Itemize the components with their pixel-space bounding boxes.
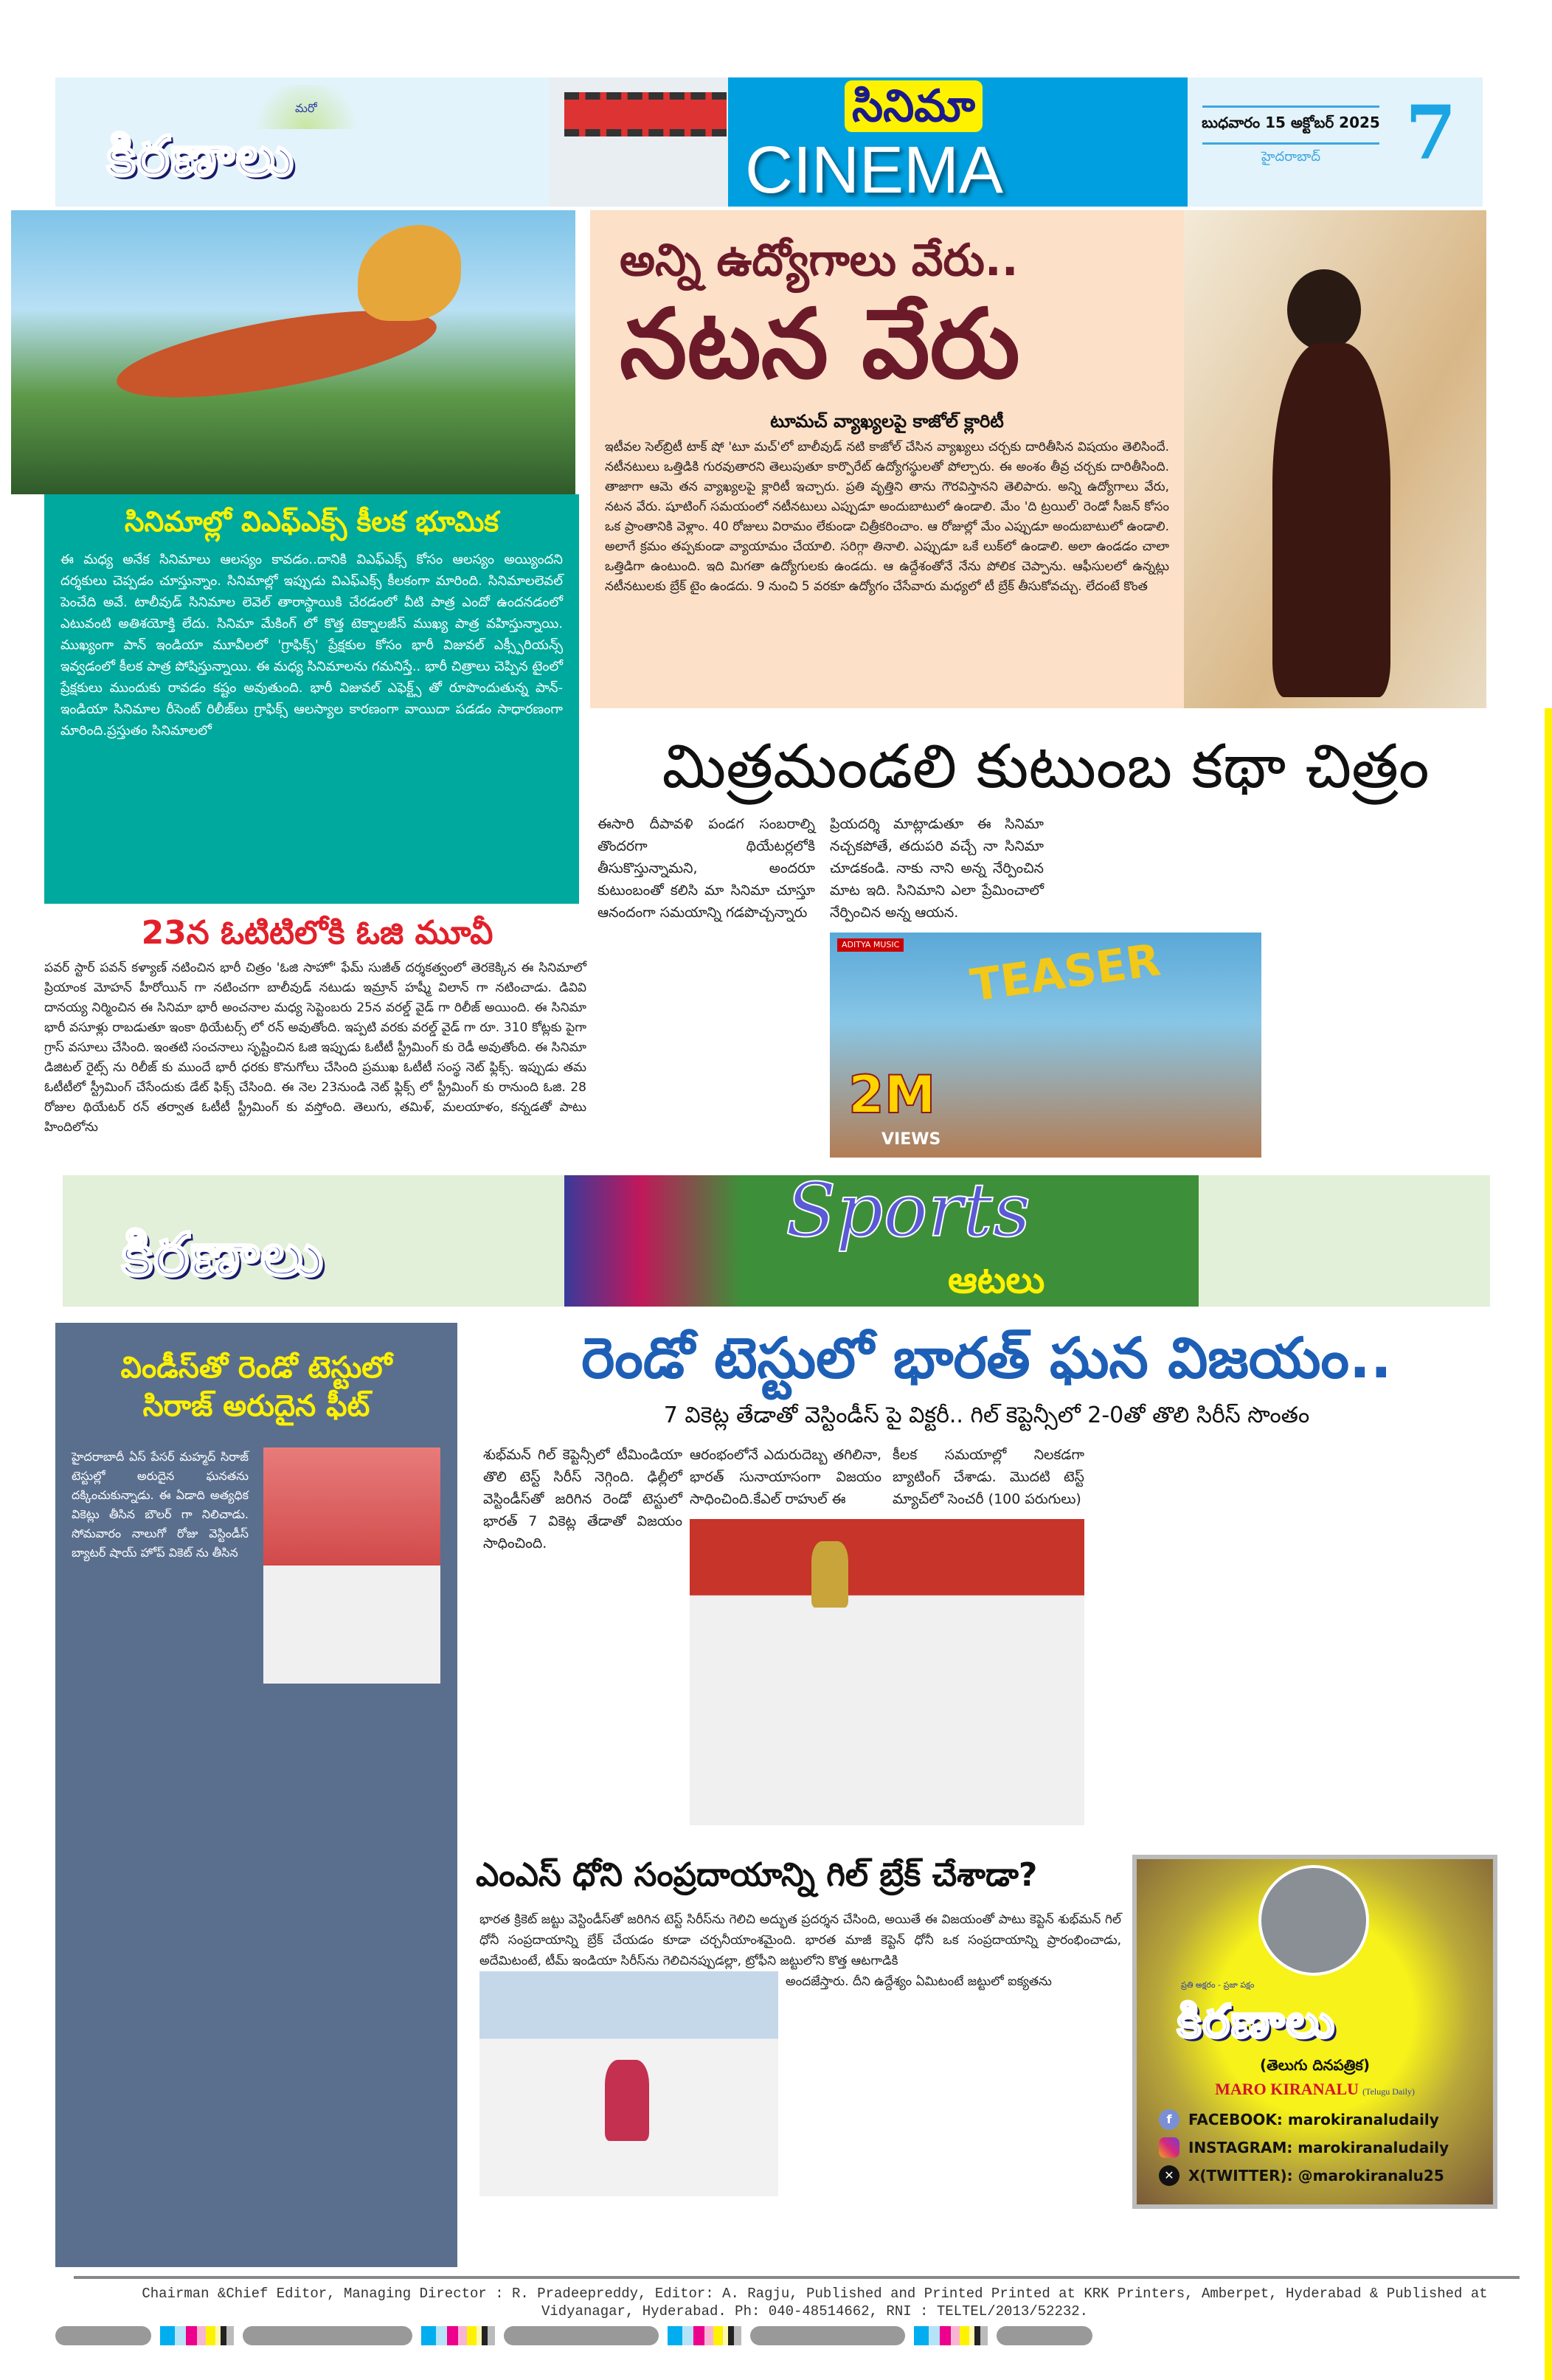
dhoni-body: అందజేస్తారు. దీని ఉద్దేశ్యం ఏమిటంటే జట్టులో ఐక్యతను: [786, 1974, 1052, 1989]
color-registration-bar: [55, 2326, 1501, 2345]
social-x[interactable]: [1159, 2162, 1449, 2190]
teaser-image: [830, 933, 1261, 1158]
dhoni-photo: [479, 1971, 778, 2196]
mitramandali-headline: మిత్రమండలి కుటుంబ కథా చిత్రం: [662, 732, 1430, 802]
imprint-line: Vidyanagar, Hyderabad. Ph: 040-48514662, RNI : TELTEL/2013/52232.: [541, 2303, 1089, 2320]
kajol-article: [590, 210, 1184, 708]
social-list: [1159, 2106, 1449, 2190]
kajol-headline: నటన వేరు: [620, 288, 1020, 400]
siraj-photo: [263, 1447, 440, 1684]
ad-logo: కిరణాలు: [1177, 1994, 1336, 2048]
imprint-line: Chairman &Chief Editor, Managing Director : R. Pradeepreddy, Editor: A. Ragju, Published and Printed Printed at KRK Printers, Amberpet, Hyderabad & Published at: [142, 2286, 1488, 2302]
section-title-english: CINEMA: [745, 134, 1004, 207]
section-title-telugu: సినిమా: [845, 80, 983, 132]
page-edge-stripe: [1545, 708, 1552, 2380]
social-instagram[interactable]: [1159, 2134, 1449, 2162]
kajol-body: ఇటీవల సెల్‌బ్రిటీ టాక్ షో 'టూ మచ్'లో బాలీవుడ్ నటి కాజోల్ చేసిన వ్యాఖ్యలు చర్చకు దారితీసిన విషయం తెలిసిందే. నటీనటులు ఒత్తిడికి గురవుతారని తెలుపుతూ కార్పొరేట్ ఉద్యోగస్థులతో పోల్చారు. ఈ అంశం తీవ్ర చర్చకు దారితీసింది. తాజాగా ఆమె తన వ్యాఖ్యలపై క్లారిటీ ఇచ్చారు. ప్రతి వృత్తిని తాను గౌరవిస్తానని తెలిపారు. అన్ని ఉద్యోగాలు వేరు, నటన వేరు. షూటింగ్ సమయంలో నటీనటులు ఎప్పుడూ అందుబాటులో ఉండాలి. మేం 'ది ట్రయిల్' రెండో సీజన్ కోసం ఒక ప్రాంతానికి వెళ్లాం. 40 రోజులు విరామం లేకుండా చిత్రీకరించాం. ఆ రోజుల్లో మేం ఎప్పుడూ అందుబాటులో ఉండాలి. అలాగే క్రమం తప్పకుండా వ్యాయామం చేయాలి. సరిగ్గా తినాలి. ఎప్పుడూ ఒకే లుక్‌లో ఉండాలి. అలా ఉండడం చాలా ఒత్తిడిగా ఉంటుంది. ఇది మిగతా ఉద్యోగులకు ఉండదు. ఆ ఉద్దేశంతోనే నేను పోలిక చెప్పాను. ఆఫీసులలో ఉన్నట్లు నటీనటులకు బ్రేక్ టైం ఉండదు. 9 నుంచి 5 వరకూ ఉద్యోగం చేసేవారు మధ్యలో టీ బ్రేక్ తీసుకోవచ్చు. లేదంటే కొంత: [605, 440, 1169, 594]
dhoni-body: భారత క్రికెట్ జట్టు వెస్టిండీస్‌తో జరిగిన టెస్ట్ సిరీస్‌ను గెలిచి అద్భుత ప్రదర్శన చేసింది, అయితే ఈ విజయంతో పాటు కెప్టెన్ శుభ్‌మన్ గిల్ ధోనీ సంప్రదాయాన్ని బ్రేక్ చేయడం కూడా చర్చనీయాంశమైంది. భారత మాజీ కెప్టెన్ ధోనీ ఒక సంప్రదాయాన్ని ప్రారంభించాడు, అదేమిటంటే, టీమ్ ఇండియా సిరీస్‌ను గెలిచినప్పుడల్లా, ట్రోఫీని జట్టులోని కొత్త ఆటగాడికి: [479, 1912, 1121, 1968]
logo-tag: మరో: [295, 101, 317, 115]
siraj-article: [55, 1323, 457, 2267]
x-twitter-icon: ✕: [1159, 2165, 1179, 2186]
footer-imprint: [77, 2285, 1552, 2320]
cricket-column: కీలక సమయాల్లో నిలకడగా బ్యాటింగ్ చేశాడు. మొదటి టెస్ట్ మ్యాచ్‌లో సెంచరీ (100 పరుగులు): [893, 1447, 1084, 1507]
ad-name: MARO KIRANALU: [1215, 2080, 1359, 2098]
vfx-photo: [11, 210, 575, 494]
sports-title-english: Sports: [786, 1175, 1031, 1253]
teaser-label: TEASER: [967, 934, 1164, 1012]
channel-badge: ADITYA MUSIC: [837, 938, 904, 952]
social-text: INSTAGRAM: marokiranaludaily: [1188, 2139, 1449, 2156]
kajol-subhead: టూమచ్ వ్యాఖ్యలపై కాజోల్ క్లారిటీ: [770, 411, 1004, 432]
kiranalu-ad: [1132, 1855, 1497, 2209]
facebook-icon: f: [1159, 2109, 1179, 2130]
mitramandali-column: ప్రియదర్శి మాట్లాడుతూ ఈ సినిమా నచ్చకపోతే, తదుపరి వచ్చే నా సినిమా చూడకండి. నాకు నాని అన్న నేర్పించిన మాట ఇది. సినిమాని ఎలా ప్రేమించాలో నేర్పించిన అన్న ఆయన.: [830, 816, 1044, 921]
city: హైదరాబాద్: [1261, 149, 1321, 165]
vfx-headline: సినిమాల్లో విఎఫ్ఎక్స్ కీలక భూమిక: [124, 505, 499, 538]
social-text: X(TWITTER): @marokiranalu25: [1188, 2167, 1444, 2184]
mitramandali-column: ఈసారి దీపావళి పండగ సంబరాల్ని తొందరగా థియేటర్లలోకి తీసుకొస్తున్నామని, అందరూ కుటుంబంతో కలిసి మా సినిమా చూస్తూ ఆనందంగా సమయాన్ని గడపొచ్చన్నారు: [597, 816, 815, 921]
cricket-headline: రెండో టెస్టులో భారత్ ఘన విజయం..: [581, 1325, 1392, 1391]
cricket-subhead: 7 వికెట్ల తేడాతో వెస్టిండీస్ పై విక్టరీ.. గిల్ కెప్టెన్సీలో 2-0తో తొలి సిరీస్ సొంతం: [663, 1402, 1310, 1428]
social-facebook[interactable]: [1159, 2106, 1449, 2134]
trophy: [605, 2060, 649, 2141]
cricket-column: ఆరంభంలోనే ఎదురుదెబ్బ తగిలినా, భారత్ సునాయాసంగా విజయం సాధించింది.కేఎల్ రాహుల్ ఈ: [690, 1447, 881, 1507]
ad-name-note: (Telugu Daily): [1362, 2086, 1415, 2097]
cricket-column: శుభ్‌మన్ గిల్ కెప్టెన్సీలో టీమిండియా తొలి టెస్ట్ సిరీస్ నెగ్గింది. ఢిల్లీలో వెస్టిండీస్‌తో జరిగిన రెండో టెస్టులో భారత్ 7 వికెట్ల తేడాతో విజయం సాధించింది.: [483, 1447, 682, 1552]
sports-title-telugu: ఆటలు: [948, 1259, 1045, 1301]
trophy: [811, 1541, 848, 1608]
og-body: పవర్ స్టార్ పవన్ కళ్యాణ్ నటించిన భారీ చిత్రం 'ఓజి సాహో' ఫేమ్ సుజీత్ దర్శకత్వంలో తెరకెక్కిన ఈ సినిమాలో ప్రియాంక మోహన్ హీరోయిన్ గా నటించగా బాలీవుడ్ నటుడు ఇమ్రాన్ హష్మీ విలాన్ గా నటించాడు. డివివి దానయ్య నిర్మించిన ఈ సినిమా భారీ అంచనాల మధ్య సెప్టెంబరు 25న వరల్డ్ వైడ్ గా రిలీజ్ అయింది. ఈ సినిమా భారీ వసూళ్లు రాబడుతూ ఇంకా థియేటర్స్ లో రన్ అవుతోంది. ఇప్పటి వరకు వరల్డ్ వైడ్ గా రూ. 310 కోట్లకు పైగా గ్రాస్ వసూలు చేసింది. ఇంతటి సంచనాలు సృష్టించిన ఓజి ఇప్పుడు ఓటీటీ స్ట్రీమింగ్ కు రెడీ అవుతోంది. ఈ సినిమా డిజిటల్ రైట్స్ ను రిలీజ్ కు ముందే భారీ ధరకు కొనుగోలు చేసింది ప్రముఖ ఓటీటీ సంస్థ నెట్ ఫ్లిక్స్. ఇప్పుడు తమ ఓటీటీలో స్ట్రీమింగ్ చేసేందుకు డేట్ ఫిక్స్ చేసింది. ఈ నెల 23నుండి నెట్ ఫ్లిక్స్ లో స్ట్రీమింగ్ కు రానుంది ఓజి. 28 రోజుల థియేటర్ రన్ తర్వాత ఓటీటీ స్ట్రీమింగ్ కు వస్తోంది. తెలుగు, తమిళ్, మలయాళం, కన్నడతో పాటు హిందిలోను: [44, 961, 586, 1135]
vfx-body: ఈ మధ్య అనేక సినిమాలు ఆలస్యం కావడం..దానికి విఎఫ్ఎక్స్ కోసం ఆలస్యం అయ్యిందని దర్శకులు చెప్పడం చూస్తున్నాం. సినిమాల్లో ఇప్పుడు విఎఫ్ఎక్స్ కీలకంగా మారింది. సినిమాలలెవల్ పెంచేది అవే. టాలీవుడ్ సినిమాల లెవెల్ తారాస్థాయికి చేరడంలో వీటి పాత్ర ఎందో ఉందనడంలో ఎటువంటి అతిశయోక్తి లేదు. సినిమా మేకింగ్ లో కొత్త టెక్నాలజీస్ ముఖ్య పాత్ర వహిస్తున్నాయి. ముఖ్యంగా పాన్ ఇండియా మూవీలలో 'గ్రాఫిక్స్' ప్రేక్షకుల కోసం భారీ విజువల్ ఎక్స్పీరియన్స్ ఇవ్వడంలో కీలక పాత్ర పోషిస్తున్నాయి. ఈ మధ్య సినిమాలను గమనిస్తే.. భారీ చిత్రాలు చెప్పిన టైంలో ప్రేక్షకులు ముందుకు రావడం కష్టం అవుతుంది. భారీ విజువల్ ఎఫెక్ట్స్ తో రూపొందుతున్న పాన్-ఇండియా సినిమాల రీసెంట్ రిలీజ్‌లు గ్రాఫిక్స్ ఆలస్యాల కారణంగా వాయిదా పడడం సాధారణంగా మారింది.ప్రస్తుతం సినిమాలలో: [60, 552, 563, 738]
ad-name-row: [1137, 2079, 1493, 2102]
og-headline: 23న ఓటిటిలోకి ఓజి మూవీ: [141, 914, 493, 952]
page-number: 7: [1405, 89, 1457, 176]
cricket-team-photo: [690, 1519, 1084, 1825]
sports-logo: కిరణాలు: [122, 1220, 325, 1289]
siraj-headline: విండీస్‌తో రెండో టెస్టులో: [120, 1351, 392, 1385]
social-text: FACEBOOK: marokiranaludaily: [1188, 2111, 1439, 2128]
siraj-headline: సిరాజ్ అరుదైన ఫీట్: [142, 1389, 370, 1423]
ad-tagline: ప్రతి అక్షరం - ప్రజా పక్షం: [1181, 1980, 1255, 1990]
views-label: VIEWS: [881, 1130, 941, 1149]
instagram-icon: [1159, 2137, 1179, 2158]
date: బుధవారం 15 అక్టోబర్ 2025: [1202, 114, 1380, 131]
kajol-photo: [1184, 210, 1486, 708]
ad-subtitle: (తెలుగు దినపత్రిక): [1260, 2056, 1370, 2074]
sports-title-panel: [564, 1175, 1199, 1307]
ad-reader-photo: [1258, 1865, 1369, 1976]
views-count: 2M: [848, 1065, 936, 1125]
sports-banner: [63, 1175, 1490, 1307]
siraj-body: హైదరాబాదీ ఏస్ పేసర్ మహ్మద్ సిరాజ్ టెస్టుల్లో అరుదైన ఘనతను దక్కించుకున్నాడు. ఈ ఏడాది అత్యధిక వికెట్లు తీసిన బౌలర్ గా నిలిచాడు. సోమవారం నాలుగో రోజు వెస్టిండీస్ బ్యాటర్ షాయ్ హోప్ వికెట్ ను తీసిన: [72, 1450, 249, 1560]
logo-text: కిరణాలు: [107, 125, 295, 188]
kajol-kicker: అన్ని ఉద్యోగాలు వేరు..: [620, 235, 1019, 286]
vfx-article: [44, 494, 579, 904]
dhoni-headline: ఎంఎస్ ధోని సంప్రదాయాన్ని గిల్ బ్రేక్ చేశాడా?: [476, 1856, 1038, 1894]
footer-divider: [74, 2276, 1520, 2279]
